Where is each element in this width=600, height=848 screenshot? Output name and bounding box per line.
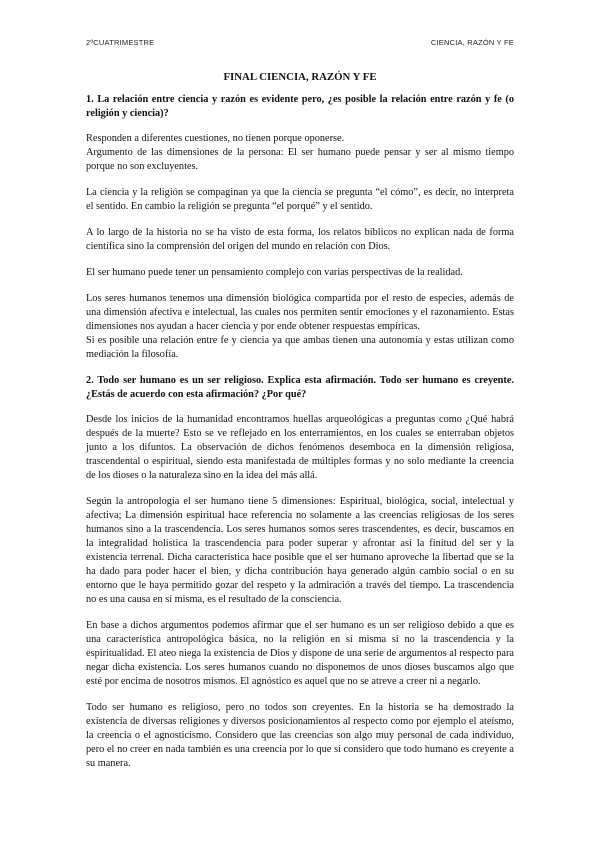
q1-paragraph: Si es posible una relación entre fe y ciencia ya que ambas tienen una autonomía y estas utilizan como mediación la filosofía. [86, 335, 514, 360]
q2-paragraph: Todo ser humano es religioso, pero no todos son creyentes. En la historia se ha demostrado la existencia de diversas religiones y diversos posicionamientos al respecto como por ejemplo el ateísmo, la creencia o el agnosticismo. Considero que las creencias son algo muy personal de cada individuo, pero el no creer en nada también es una creencia por lo que sí considero que todo humano es creyente a su manera. [86, 702, 514, 769]
header-course: CIENCIA, RAZÓN Y FE [430, 38, 514, 47]
q2-paragraph: En base a dichos argumentos podemos afirmar que el ser humano es un ser religioso debido a que es una característica antropológica básica, no la religión en sí misma si no la trascendencia y la espiritualidad. El ateo niega la existencia de Dios y dispone de una serie de argumentos al respecto para negar dicha existencia. Los seres humanos cuando no disponemos de unos dioses buscamos algo que esté por encima de nosotros mismos. El agnóstico es aquel que no se atreve a creer ni a negarlo. [86, 620, 514, 687]
question-2-heading: 2. Todo ser humano es un ser religioso. Explica esta afirmación. Todo ser humano es creyente. ¿Estás de acuerdo con esta afirmación? ¿Por qué? [86, 375, 514, 400]
question-1-heading: 1. La relación entre ciencia y razón es evidente pero, ¿es posible la relación entre razón y fe (o religión y ciencia)? [86, 94, 514, 119]
q1-paragraph: La ciencia y la religión se compaginan ya que la ciencia se pregunta “el cómo”, es decir, no interpreta el sentido. En cambio la religión se pregunta “el porqué” y el sentido. [86, 187, 514, 212]
q1-paragraph: Responden a diferentes cuestiones, no tienen porque oponerse. [86, 133, 345, 144]
page-title: FINAL CIENCIA, RAZÓN Y FE [223, 71, 377, 83]
q1-paragraph: Los seres humanos tenemos una dimensión biológica compartida por el resto de especies, además de una dimensión afectiva e intelectual, las cuales nos permiten sentir emociones y el razonamiento. Estas dimensiones nos ayudan a hacer ciencia y por ende obtener respuestas empíricas. [86, 293, 514, 332]
q2-paragraph: Según la antropología el ser humano tiene 5 dimensiones: Espiritual, biológica, social, intelectual y afectiva; La dimensión espiritual hace referencia no solamente a las creencias religiosas de los seres humanos sino a la trascendencia. Los seres humanos somos seres trascendentes, es decir, buscamos en la integralidad holística la trascendencia para poder superar y afrontar así la finitud del ser y la existencia terrenal. Dicha característica hace posible que el ser humano aproveche la libertad que se la ha dado para poder hacer el bien, y dicha contribución haya generado algún cambio social o en su entorno que le haya permitido gozar del respeto y la admiración a través del tiempo. La trascendencia no es una causa en sí misma, es el resultado de la consciencia. [86, 496, 514, 605]
q1-paragraph: A lo largo de la historia no se ha visto de esta forma, los relatos bíblicos no explican nada de forma científica sino la comprensión del origen del mundo en relación con Dios. [86, 227, 514, 252]
q1-paragraph: El ser humano puede tener un pensamiento complejo con varias perspectivas de la realidad. [86, 267, 463, 278]
document-body [86, 70, 514, 783]
q1-paragraph: Argumento de las dimensiones de la persona: El ser humano puede pensar y ser al mismo tiempo porque no son excluyentes. [86, 147, 514, 172]
q2-paragraph: Desde los inicios de la humanidad encontramos huellas arqueológicas a preguntas como ¿Qué habrá después de la muerte? Esto se ve reflejado en los enterramientos, en los cuales se enterraban objetos junto a los difuntos. La observación de dichos fenómenos desemboca en la dimensión religiosa, trascendental o espiritual, siendo esta manifestada de múltiples formas y no solo mediante la creencia de los dioses o la naturaleza sino en la idea del más allá. [86, 414, 514, 481]
header-semester: 2ºCUATRIMESTRE [86, 38, 155, 47]
